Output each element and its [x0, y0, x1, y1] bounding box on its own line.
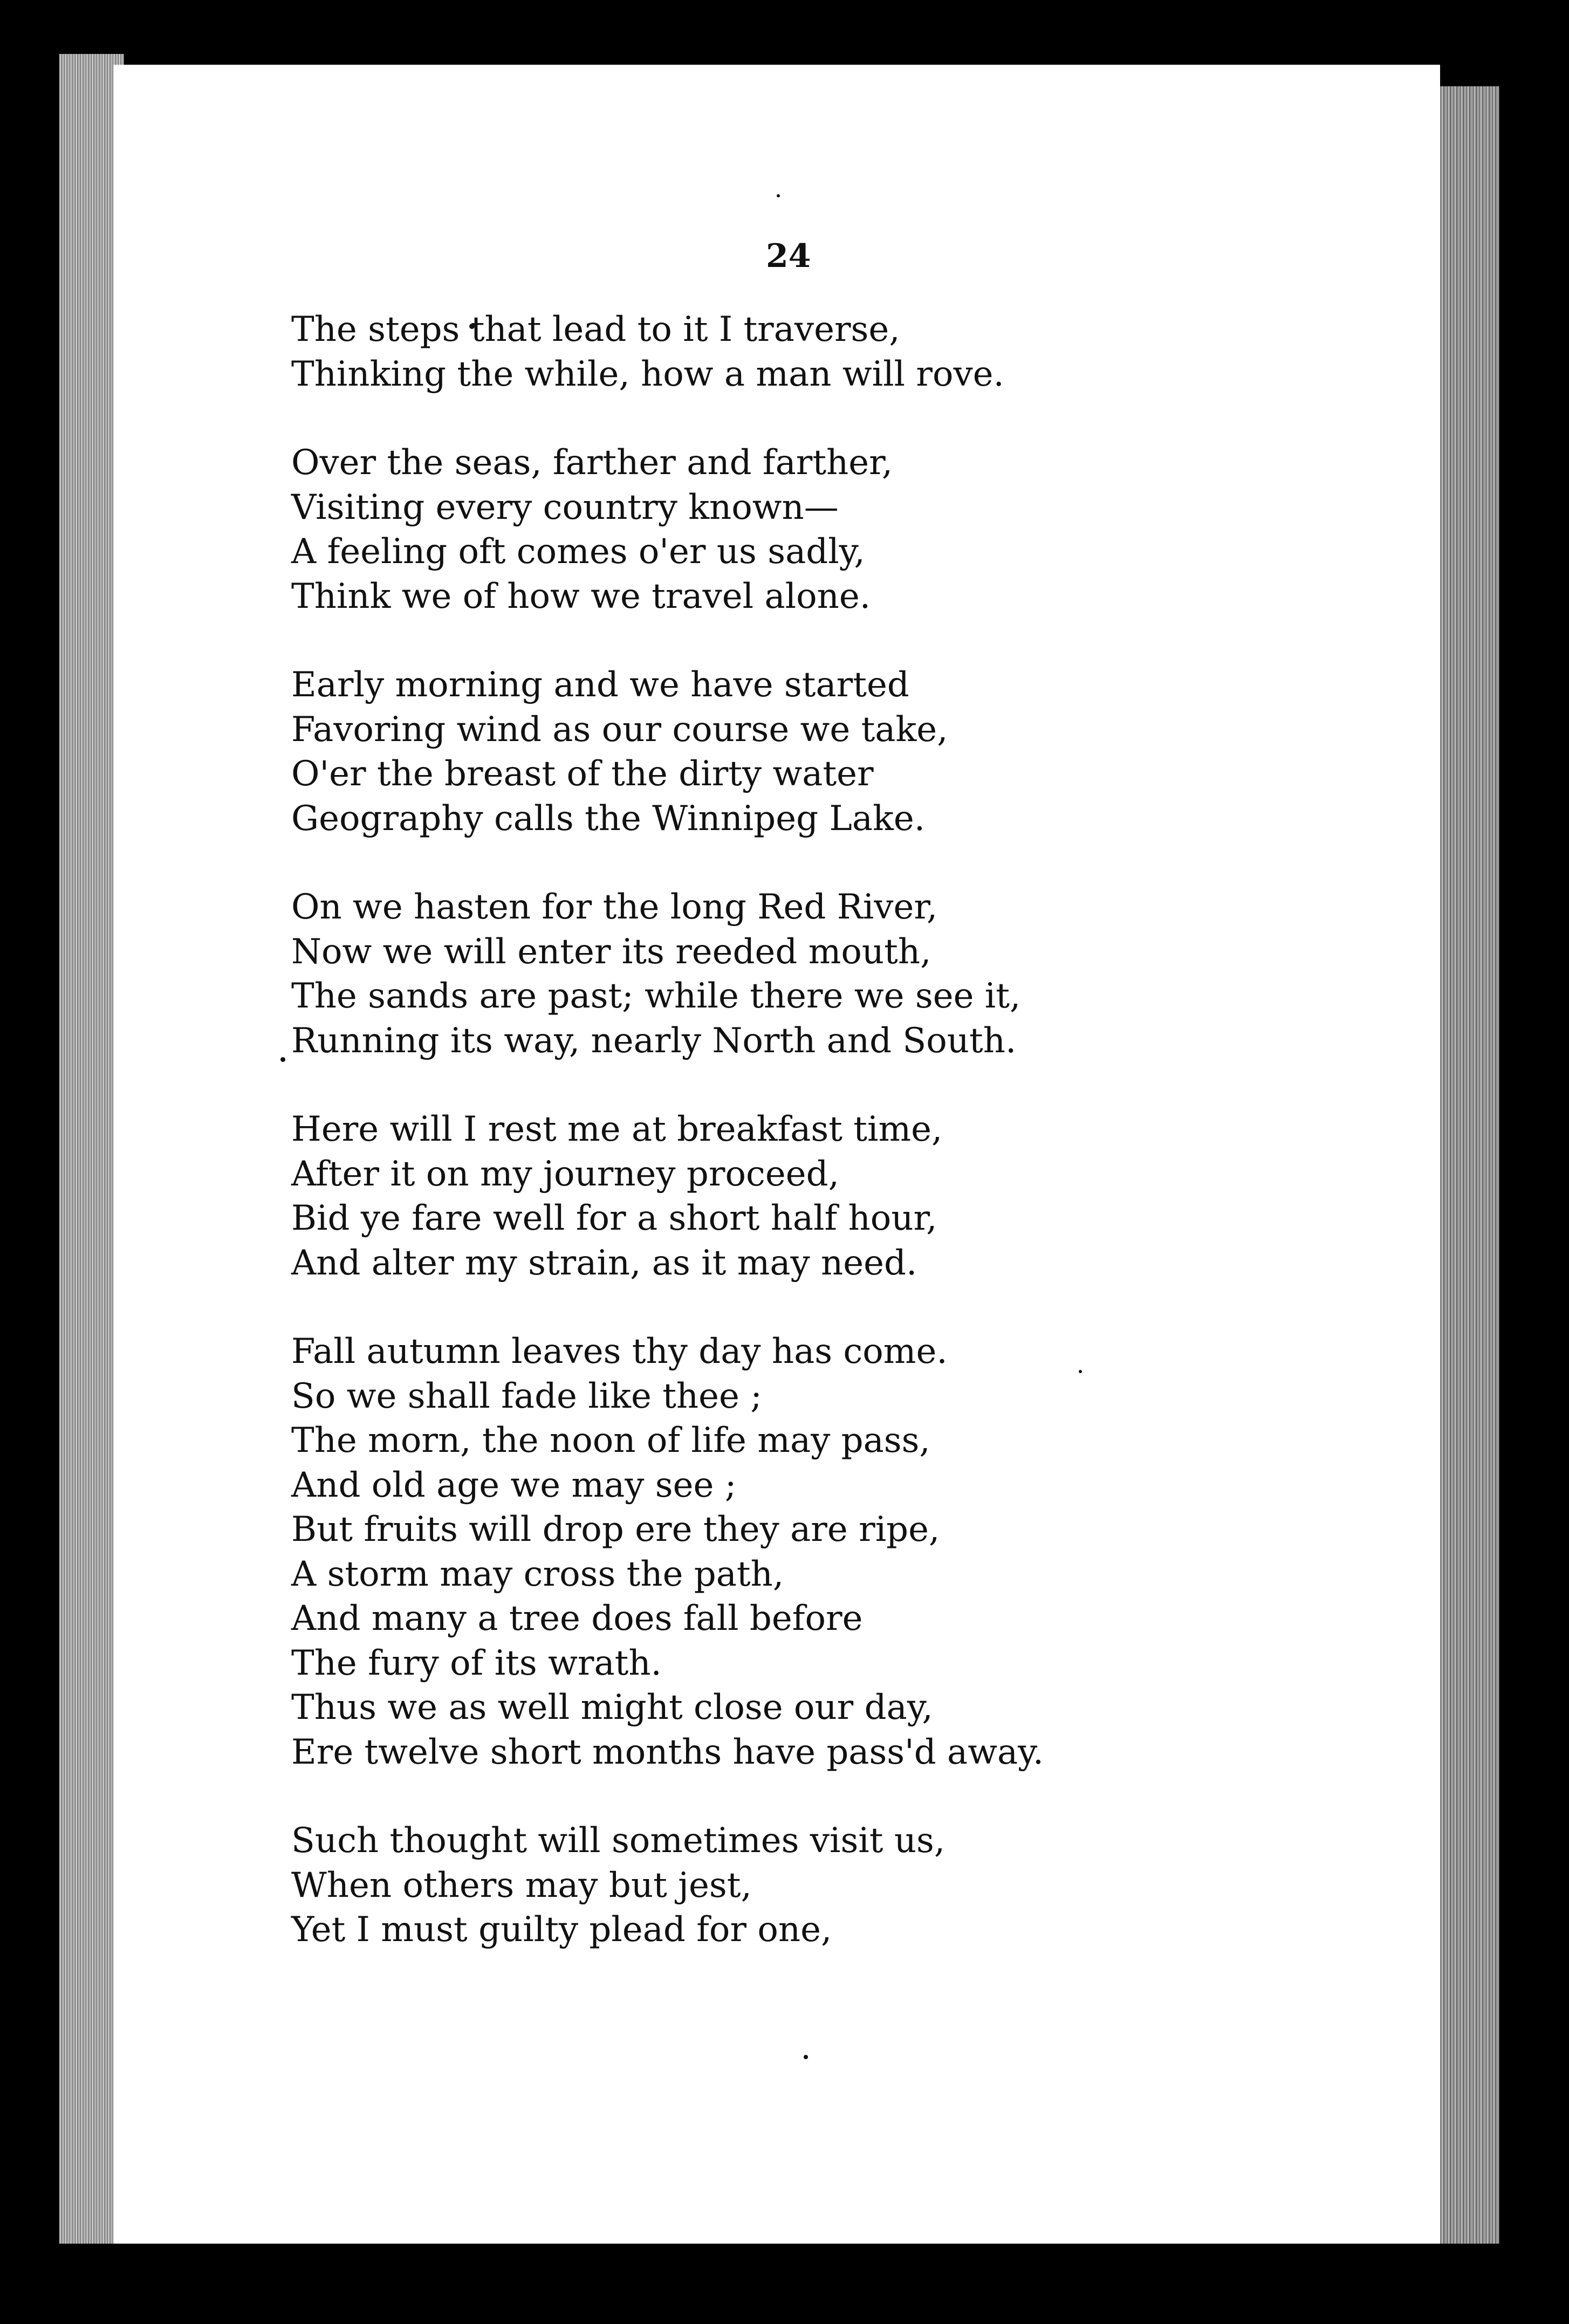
poem-line: Now we will enter its reeded mouth,	[291, 931, 931, 972]
stanza	[291, 1819, 1208, 1952]
poem-line: Think we of how we travel alone.	[291, 576, 871, 616]
poem-line: And old age we may see ;	[291, 1465, 737, 1505]
poem-line: Favoring wind as our course we take,	[291, 709, 948, 750]
poem-text	[291, 307, 1208, 1997]
poem-line: Running its way, nearly North and South.	[291, 1020, 1017, 1061]
poem-line: Such thought will sometimes visit us,	[291, 1821, 945, 1861]
poem-line: Visiting every country known—	[291, 487, 839, 527]
poem-line: Here will I rest me at breakfast time,	[291, 1109, 943, 1149]
poem-line: Over the seas, farther and farther,	[291, 443, 893, 483]
poem-line: When others may but jest,	[291, 1865, 752, 1905]
ink-speck	[777, 194, 780, 197]
poem-line: A storm may cross the path,	[291, 1554, 784, 1594]
poem-line: On we hasten for the long Red River,	[291, 887, 938, 927]
stanza	[291, 1329, 1208, 1774]
poem-line: A feeling oft comes o'er us sadly,	[291, 532, 865, 572]
poem-line: The sands are past; while there we see it,	[291, 976, 1021, 1016]
page-number: 24	[766, 237, 811, 275]
poem-line: And alter my strain, as it may need.	[291, 1243, 917, 1283]
poem-line: The steps that lead to it I traverse,	[291, 310, 900, 349]
stanza	[291, 885, 1208, 1063]
poem-line: But fruits will drop ere they are ripe,	[291, 1510, 940, 1550]
book-right-edge	[1435, 86, 1499, 2244]
stanza	[291, 1107, 1208, 1285]
ink-speck	[804, 2055, 808, 2059]
poem-line: Geography calls the Winnipeg Lake.	[291, 798, 926, 839]
poem-line: Yet I must guilty plead for one,	[291, 1910, 832, 1950]
poem-line: Thus we as well might close our day,	[291, 1688, 933, 1727]
stanza	[291, 307, 1208, 396]
poem-line: Ere twelve short months have pass'd away.	[291, 1732, 1044, 1772]
poem-line: Thinking the while, how a man will rove.	[291, 354, 1004, 394]
poem-line: Fall autumn leaves thy day has come.	[291, 1332, 948, 1372]
poem-line: The fury of its wrath.	[291, 1643, 662, 1683]
poem-line: And many a tree does fall before	[291, 1599, 863, 1639]
poem-line: O'er the breast of the dirty water	[291, 754, 874, 794]
stanza	[291, 663, 1208, 841]
poem-line: After it on my journey proceed,	[291, 1154, 839, 1194]
stanza	[291, 441, 1208, 619]
poem-line: Early morning and we have started	[291, 665, 909, 705]
poem-line: The morn, the noon of life may pass,	[291, 1421, 930, 1461]
ink-speck	[280, 1057, 285, 1062]
poem-line: So we shall fade like thee ;	[291, 1376, 762, 1416]
poem-line: Bid ye fare well for a short half hour,	[291, 1198, 937, 1238]
